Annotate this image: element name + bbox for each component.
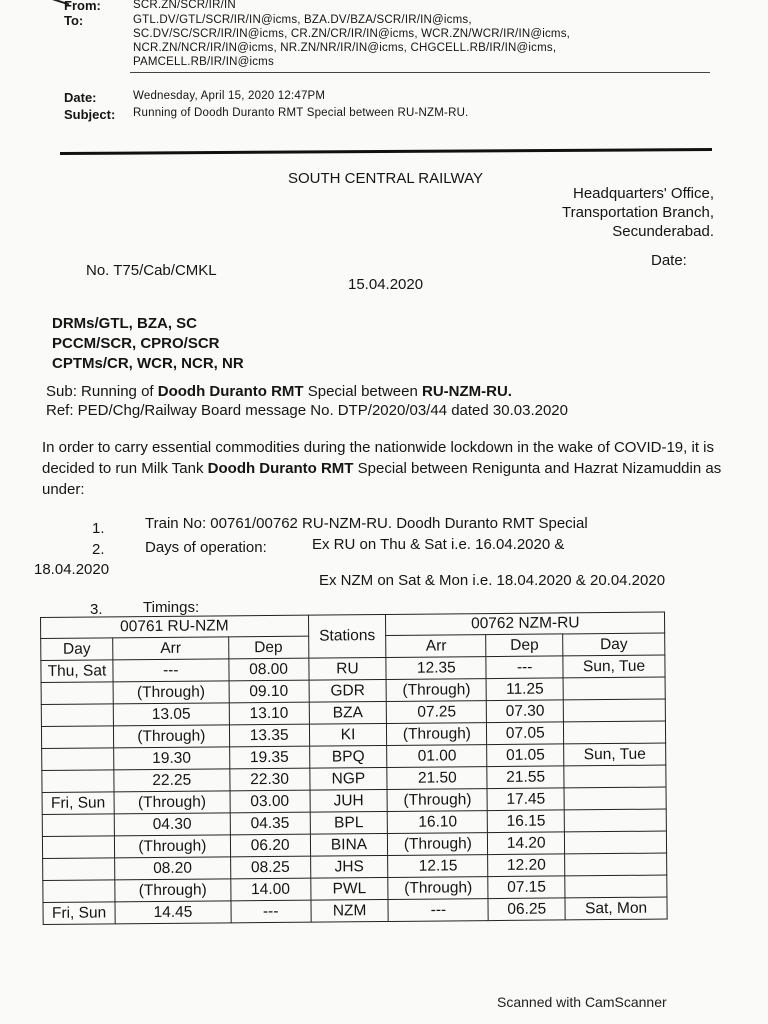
cell-dep-up: 06.25 bbox=[488, 898, 565, 921]
cell-day-up bbox=[564, 787, 666, 810]
cell-arr-up: 12.15 bbox=[388, 855, 488, 878]
paragraph-bold: Doodh Duranto RMT bbox=[207, 460, 354, 477]
cell-day-down bbox=[41, 682, 113, 705]
cell-dep-up: 16.15 bbox=[488, 810, 565, 833]
from-label: From: bbox=[64, 0, 101, 13]
cell-dep-down: 04.35 bbox=[230, 812, 310, 835]
letter-divider bbox=[60, 148, 712, 155]
organization-name: SOUTH CENTRAL RAILWAY bbox=[288, 170, 484, 187]
cell-dep-up: 01.05 bbox=[487, 744, 564, 767]
cell-arr-up: (Through) bbox=[388, 877, 488, 900]
cell-arr-down: 22.25 bbox=[114, 769, 230, 792]
cell-arr-down: 08.20 bbox=[115, 857, 231, 880]
cell-arr-down: 19.30 bbox=[114, 747, 230, 770]
item-2-wrap: 18.04.2020 bbox=[34, 561, 110, 578]
item-2-label: Days of operation: bbox=[145, 539, 267, 556]
item-1-number: 1. bbox=[92, 520, 105, 537]
item-3-label: Timings: bbox=[143, 599, 200, 616]
cell-dep-down: 13.10 bbox=[229, 702, 309, 725]
cell-arr-up: (Through) bbox=[387, 723, 487, 746]
cell-day-down bbox=[42, 814, 114, 837]
cell-dep-down: 22.30 bbox=[230, 768, 310, 791]
cell-dep-down: 14.00 bbox=[231, 878, 311, 901]
cell-day-down bbox=[43, 858, 115, 881]
scanner-watermark: Scanned with CamScanner bbox=[497, 994, 667, 1010]
paragraph-text-end: Special between Renigunta and Hazrat Nizamuddin as under: bbox=[42, 460, 722, 498]
cell-station: GDR bbox=[309, 679, 387, 702]
cell-dep-up: 14.20 bbox=[488, 832, 565, 855]
cell-dep-up: 07.05 bbox=[487, 722, 564, 745]
cell-arr-up: (Through) bbox=[387, 789, 487, 812]
recipient-line: CPTMs/CR, WCR, NCR, NR bbox=[52, 355, 244, 372]
subject-label: Subject: bbox=[64, 107, 116, 122]
cell-station: BPL bbox=[310, 811, 388, 834]
subject-train: Doodh Duranto RMT bbox=[157, 383, 304, 400]
timings-table bbox=[40, 612, 668, 925]
recipient-line: PCCM/SCR, CPRO/SCR bbox=[52, 335, 220, 352]
cell-arr-up: (Through) bbox=[387, 679, 487, 702]
recipient-line: DRMs/GTL, BZA, SC bbox=[52, 315, 197, 332]
cell-arr-down: 04.30 bbox=[114, 813, 230, 836]
cell-day-up: Sat, Mon bbox=[565, 897, 667, 920]
cell-arr-up: 01.00 bbox=[387, 745, 487, 768]
cell-arr-down: 13.05 bbox=[113, 703, 229, 726]
item-3-number: 3. bbox=[90, 601, 103, 618]
cell-dep-down: 19.35 bbox=[229, 746, 309, 769]
group-down-header: 00761 RU-NZM bbox=[41, 615, 309, 638]
cell-arr-down: --- bbox=[113, 659, 229, 682]
cell-station: RU bbox=[308, 657, 386, 680]
cell-arr-up: --- bbox=[388, 899, 488, 922]
cell-dep-up: 11.25 bbox=[486, 678, 563, 701]
to-value bbox=[133, 13, 570, 69]
to-line: NCR.ZN/NCR/IR/IN@icms, NR.ZN/NR/IR/IN@icms, CHGCELL.RB/IR/IN@icms, bbox=[133, 42, 557, 54]
cell-day-up bbox=[565, 875, 667, 898]
item-2-number: 2. bbox=[92, 541, 105, 558]
cell-dep-down: 03.00 bbox=[230, 790, 310, 813]
date-value: Wednesday, April 15, 2020 12:47PM bbox=[133, 90, 326, 102]
header-divider bbox=[130, 72, 710, 73]
item-2-return: Ex NZM on Sat & Mon i.e. 18.04.2020 & 20.04.2020 bbox=[319, 572, 666, 589]
cell-dep-up: 07.30 bbox=[487, 700, 564, 723]
cell-arr-up: 07.25 bbox=[387, 701, 487, 724]
col-header-day-down: Day bbox=[41, 638, 113, 661]
cell-dep-down: 06.20 bbox=[230, 834, 310, 857]
cell-arr-down: (Through) bbox=[113, 725, 229, 748]
cell-arr-down: (Through) bbox=[114, 835, 230, 858]
reference-line: Ref: PED/Chg/Railway Board message No. DTP/2020/03/44 dated 30.03.2020 bbox=[46, 402, 568, 419]
to-label: To: bbox=[64, 13, 84, 28]
table-row bbox=[43, 897, 667, 924]
col-header-dep-up: Dep bbox=[486, 634, 563, 657]
cell-day-down bbox=[42, 836, 114, 859]
cell-dep-down: --- bbox=[231, 900, 311, 923]
cell-day-down bbox=[42, 770, 114, 793]
to-line: PAMCELL.RB/IR/IN@icms bbox=[133, 56, 274, 68]
office-line: Secunderabad. bbox=[612, 223, 714, 240]
cell-day-up bbox=[565, 853, 667, 876]
cell-dep-up: 21.55 bbox=[487, 766, 564, 789]
body-paragraph bbox=[42, 437, 722, 500]
group-up-header: 00762 NZM-RU bbox=[386, 612, 665, 635]
office-line: Transportation Branch, bbox=[561, 204, 714, 221]
cell-station: JUH bbox=[310, 789, 388, 812]
cell-station: BPQ bbox=[309, 745, 387, 768]
cell-arr-up: 12.35 bbox=[386, 657, 486, 680]
cell-day-down: Fri, Sun bbox=[43, 902, 115, 925]
cell-station: KI bbox=[309, 723, 387, 746]
to-line: SC.DV/SC/SCR/IR/IN@icms, CR.ZN/CR/IR/IN@icms, WCR.ZN/WCR/IR/IN@icms, bbox=[133, 28, 571, 40]
office-line: Headquarters' Office, bbox=[573, 185, 714, 202]
cell-day-down bbox=[42, 748, 114, 771]
cell-day-up bbox=[563, 677, 665, 700]
recipients bbox=[52, 314, 244, 374]
cell-dep-up: 12.20 bbox=[488, 854, 565, 877]
paragraph-text: In order to carry essential commodities during the nationwide lockdown in the wake of COVID-19, it is decided to run Milk Tank bbox=[42, 439, 714, 477]
cell-day-down: Thu, Sat bbox=[41, 660, 113, 683]
cell-day-up: Sun, Tue bbox=[564, 743, 666, 766]
cell-day-down bbox=[43, 880, 115, 903]
cell-arr-down: (Through) bbox=[115, 879, 231, 902]
cell-dep-down: 13.35 bbox=[229, 724, 309, 747]
to-line: GTL.DV/GTL/SCR/IR/IN@icms, BZA.DV/BZA/SCR/IR/IN@icms, bbox=[133, 14, 472, 26]
cell-day-up bbox=[564, 721, 666, 744]
cell-arr-down: 14.45 bbox=[115, 901, 231, 924]
cell-dep-down: 09.10 bbox=[229, 680, 309, 703]
subject-value: Running of Doodh Duranto RMT Special between RU-NZM-RU. bbox=[133, 107, 469, 119]
subject-line bbox=[46, 383, 512, 400]
cell-day-up: Sun, Tue bbox=[563, 655, 665, 678]
cell-day-down bbox=[41, 704, 113, 727]
cell-arr-down: (Through) bbox=[114, 791, 230, 814]
item-2-value: Ex RU on Thu & Sat i.e. 16.04.2020 & bbox=[312, 536, 565, 553]
cell-day-up bbox=[565, 831, 667, 854]
cell-dep-down: 08.25 bbox=[230, 856, 310, 879]
letter-date: 15.04.2020 bbox=[348, 276, 424, 293]
cell-dep-down: 08.00 bbox=[229, 658, 309, 681]
scan-mark bbox=[21, 0, 70, 19]
col-header-arr-up: Arr bbox=[386, 635, 486, 658]
cell-dep-up: 07.15 bbox=[488, 876, 565, 899]
cell-day-down: Fri, Sun bbox=[42, 792, 114, 815]
cell-station: NGP bbox=[309, 767, 387, 790]
office-address bbox=[562, 184, 714, 241]
cell-station: NZM bbox=[311, 899, 389, 922]
subject-prefix: Sub: Running of bbox=[46, 383, 158, 400]
subject-route: RU-NZM-RU. bbox=[421, 383, 512, 400]
cell-day-up bbox=[563, 699, 665, 722]
cell-station: BINA bbox=[310, 833, 388, 856]
cell-day-up bbox=[564, 765, 666, 788]
cell-day-up bbox=[564, 809, 666, 832]
cell-arr-up: 16.10 bbox=[388, 811, 488, 834]
cell-arr-up: 21.50 bbox=[387, 767, 487, 790]
cell-dep-up: --- bbox=[486, 656, 563, 679]
date-caption: Date: bbox=[651, 252, 687, 269]
reference-number: No. T75/Cab/CMKL bbox=[86, 262, 217, 279]
cell-station: JHS bbox=[310, 855, 388, 878]
cell-station: PWL bbox=[310, 877, 388, 900]
cell-station: BZA bbox=[309, 701, 387, 724]
cell-arr-up: (Through) bbox=[388, 833, 488, 856]
from-value: SCR.ZN/SCR/IR/IN bbox=[133, 0, 236, 11]
subject-mid: Special between bbox=[303, 383, 422, 400]
timings-body bbox=[41, 655, 667, 924]
cell-arr-down: (Through) bbox=[113, 681, 229, 704]
col-header-day-up: Day bbox=[563, 633, 665, 656]
col-header-dep-down: Dep bbox=[228, 636, 308, 659]
cell-dep-up: 17.45 bbox=[487, 788, 564, 811]
col-header-arr-down: Arr bbox=[113, 637, 229, 660]
item-1-text: Train No: 00761/00762 RU-NZM-RU. Doodh Duranto RMT Special bbox=[145, 515, 588, 532]
stations-header: Stations bbox=[308, 614, 386, 658]
cell-day-down bbox=[41, 726, 113, 749]
date-label: Date: bbox=[64, 90, 97, 105]
